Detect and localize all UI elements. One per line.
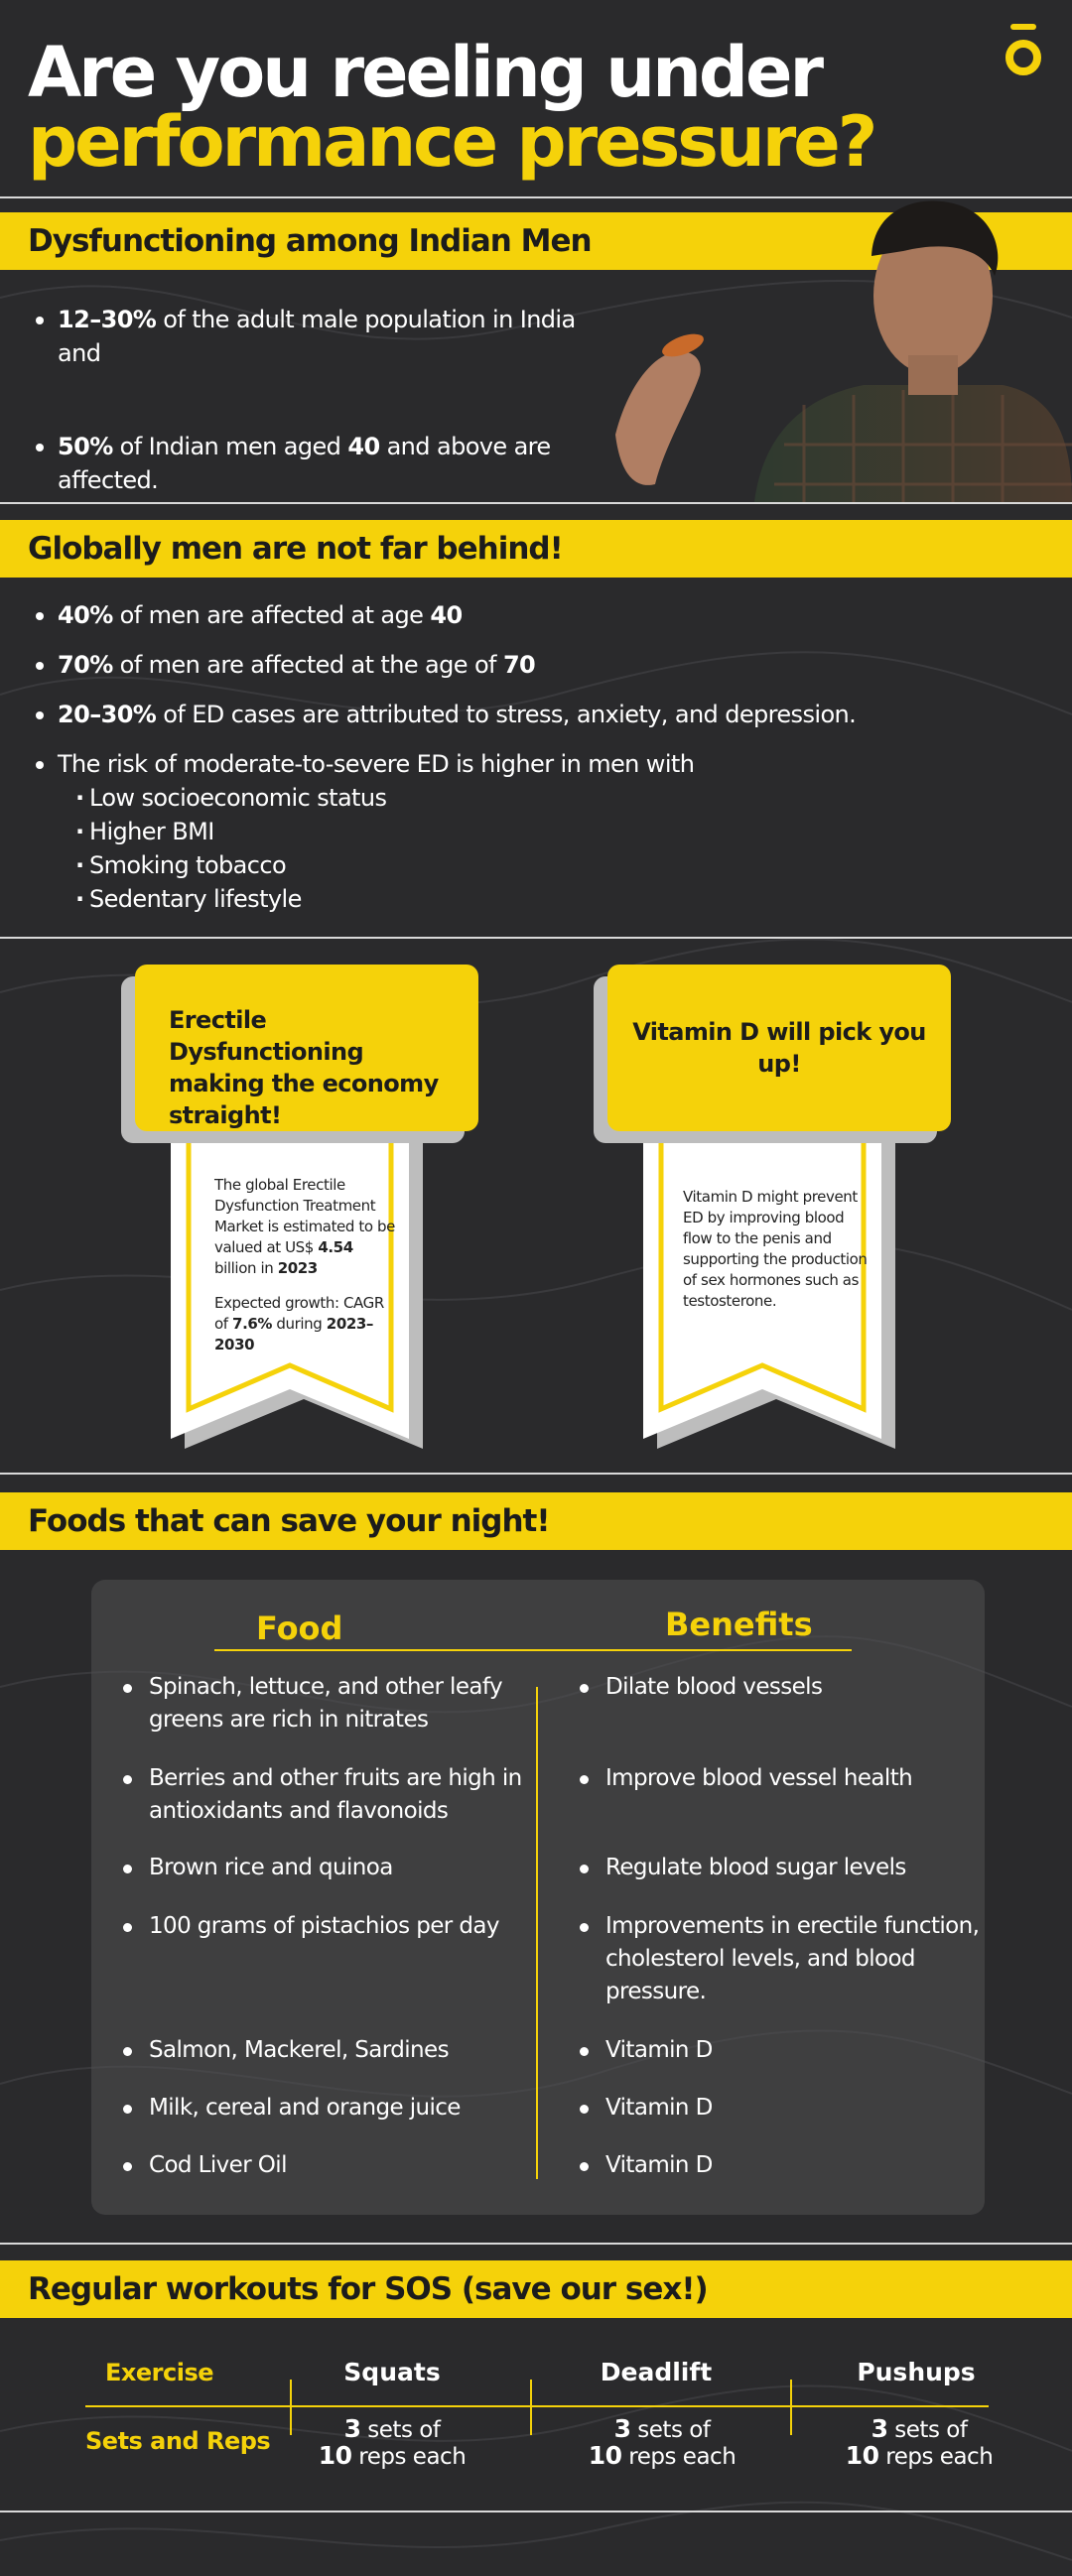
india-stats-list [28, 303, 584, 497]
table-col-divider [790, 2380, 792, 2435]
table-col-divider [530, 2380, 532, 2435]
list-item: 12–30% of the adult male population in India and [28, 303, 584, 370]
divider [0, 2511, 1072, 2512]
section-heading-foods: Foods that can save your night! [0, 1492, 1072, 1550]
list-item: The risk of moderate-to-severe ED is higher in men with · Low socioeconomic status · Higher BMI · Smoking tobacco · Sedentary lifestyle [28, 747, 1040, 916]
risk-factor-item: · Smoking tobacco [75, 848, 1040, 882]
global-stats-list [28, 598, 1040, 916]
divider [0, 1473, 1072, 1475]
divider [0, 937, 1072, 939]
title-line-1: Are you reeling under [28, 32, 822, 113]
exercise-deadlift: Deadlift [600, 2358, 713, 2386]
title-line-2: performance pressure? [28, 101, 875, 183]
benefit-item: Regulate blood sugar levels [572, 1852, 1003, 1884]
food-item: Milk, cereal and orange juice [115, 2092, 546, 2125]
divider [0, 2243, 1072, 2245]
divider [0, 502, 1072, 504]
food-column-header: Food [256, 1610, 343, 1647]
section-heading-india: Dysfunctioning among Indian Men [0, 212, 1072, 270]
table-col-divider [290, 2380, 292, 2435]
deadlift-sets-reps: 3 sets of 10 reps each [588, 2414, 737, 2470]
food-item: Spinach, lettuce, and other leafy greens are rich in nitrates [115, 1671, 546, 1737]
list-item: 20–30% of ED cases are attributed to stress, anxiety, and depression. [28, 698, 1040, 731]
risk-factor-item: · Sedentary lifestyle [75, 882, 1040, 916]
benefit-item: Improve blood vessel health [572, 1762, 1003, 1795]
growth-text: Expected growth: CAGR of 7.6% during 2023–2030 [214, 1294, 384, 1353]
food-item: 100 grams of pistachios per day [115, 1910, 546, 1943]
man-photo [605, 196, 1072, 502]
vitamin-card-text: Vitamin D might prevent ED by improving blood flow to the penis and supporting the production of sex hormones such as testosterone. [683, 1188, 868, 1310]
list-item: 50% of Indian men aged 40 and above are affected. [28, 430, 554, 497]
section-heading-workouts: Regular workouts for SOS (save our sex!) [0, 2260, 1072, 2318]
economy-card-heading: Erectile Dysfunctioning making the economy straight! [135, 965, 478, 1131]
market-value-text: The global Erectile Dysfunction Treatment Market is estimated to be valued at US$ 4.54 billion in 2023 [214, 1176, 395, 1277]
vitamin-card-heading: Vitamin D will pick you up! [607, 965, 951, 1131]
food-item: Cod Liver Oil [115, 2149, 546, 2182]
food-item: Brown rice and quinoa [115, 1852, 546, 1884]
header-underline [214, 1649, 852, 1651]
economy-card-text [214, 1175, 395, 1355]
risk-factor-item: · Higher BMI [75, 815, 1040, 848]
benefits-column-header: Benefits [665, 1606, 813, 1643]
benefit-item: Improvements in erectile function, cholesterol levels, and blood pressure. [572, 1910, 1003, 2008]
section-heading-global: Globally men are not far behind! [0, 520, 1072, 578]
squats-sets-reps: 3 sets of 10 reps each [318, 2414, 467, 2470]
risk-factor-list [58, 781, 1040, 916]
exercise-squats: Squats [343, 2358, 441, 2386]
food-item: Berries and other fruits are high in antioxidants and flavonoids [115, 1762, 546, 1828]
benefit-item: Vitamin D [572, 2149, 1003, 2182]
benefit-item: Vitamin D [572, 2092, 1003, 2125]
sets-row-label: Sets and Reps [85, 2427, 271, 2455]
list-item: 40% of men are affected at age 40 [28, 598, 1040, 632]
brand-logo-icon [1003, 18, 1044, 81]
page-title [28, 32, 875, 183]
benefit-item: Vitamin D [572, 2034, 1003, 2067]
risk-factor-item: · Low socioeconomic status [75, 781, 1040, 815]
pushups-sets-reps: 3 sets of 10 reps each [845, 2414, 994, 2470]
exercise-row-label: Exercise [105, 2359, 214, 2386]
table-row-divider [85, 2405, 989, 2407]
exercise-pushups: Pushups [857, 2358, 976, 2386]
food-item: Salmon, Mackerel, Sardines [115, 2034, 546, 2067]
list-item: 70% of men are affected at the age of 70 [28, 648, 1040, 682]
benefit-item: Dilate blood vessels [572, 1671, 1003, 1704]
